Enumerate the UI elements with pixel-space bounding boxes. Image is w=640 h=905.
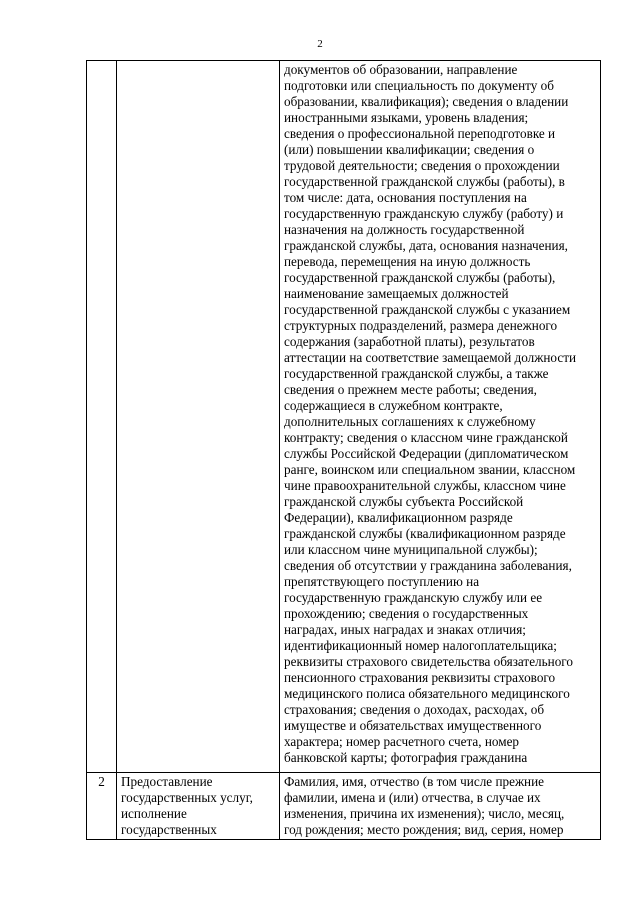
row-name-cell — [117, 773, 280, 840]
row-description-line: наименование замещаемых должностей — [284, 286, 509, 301]
row-description-line: государственную гражданскую службу или ее — [284, 590, 543, 605]
row-description-line: Фамилия, имя, отчество (в том числе прежние — [284, 774, 545, 789]
row-description-line: государственной гражданской службы, а также — [284, 366, 549, 381]
row-description-line: перевода, перемещения на иную должность — [284, 254, 531, 269]
row-description-line: прохождению; сведения о государственных — [284, 606, 529, 621]
row-description-line: службы Российской Федерации (дипломатическом — [284, 446, 569, 461]
row-description-line: аттестации на соответствие замещаемой должности — [284, 350, 577, 365]
row-description-line: реквизиты страхового свидетельства обязательного — [284, 654, 573, 669]
row-number-cell — [87, 773, 117, 840]
row-description-line: подготовки или специальность по документу об — [284, 78, 554, 93]
row-number-cell — [87, 61, 117, 773]
row-description-line: страхования; сведения о доходах, расходах, об — [284, 702, 545, 717]
row-name-line: государственных — [121, 822, 217, 837]
row-description-line: год рождения; место рождения; вид, серия, номер — [284, 822, 564, 837]
row-description-line: иностранными языками, уровень владения; — [284, 110, 529, 125]
row-description-line: документов об образовании, направление — [284, 62, 518, 77]
table-row — [87, 773, 601, 840]
row-description-line: гражданской службы (квалификационном разряде — [284, 526, 566, 541]
table-row — [87, 61, 601, 773]
row-description-line: том числе: дата, основания поступления на — [284, 190, 527, 205]
row-description-line: трудовой деятельности; сведения о прохождении — [284, 158, 560, 173]
row-description-line: наградах, иных наградах и знаках отличия; — [284, 622, 526, 637]
row-description-line: государственной гражданской службы (работы), в — [284, 174, 565, 189]
row-description-line: пенсионного страхования реквизиты страхового — [284, 670, 556, 685]
row-description-line: банковской карты; фотография гражданина — [284, 750, 528, 765]
row-description-line: гражданской службы субъекта Российской — [284, 494, 524, 509]
row-description-cell — [280, 773, 601, 840]
row-description-line: назначения на должность государственной — [284, 222, 525, 237]
row-description-line: структурных подразделений, размера денежного — [284, 318, 558, 333]
row-name-line: исполнение — [121, 806, 187, 821]
row-description-line: (или) повышении квалификации; сведения о — [284, 142, 535, 157]
row-description-line: содержащиеся в служебном контракте, — [284, 398, 503, 413]
row-description-line: идентификационный номер налогоплательщика; — [284, 638, 557, 653]
row-description-line: гражданской службы, дата, основания назначения, — [284, 238, 568, 253]
row-description-line: имуществе и обязательствах имущественного — [284, 718, 542, 733]
page-number: 2 — [317, 38, 323, 50]
row-description-line: препятствующего поступлению на — [284, 574, 480, 589]
row-description-line: дополнительных соглашениях к служебному — [284, 414, 536, 429]
row-description-line: ранге, воинском или специальном звании, классном — [284, 462, 576, 477]
row-name-line: государственных услуг, — [121, 790, 253, 805]
row-description-line: образовании, квалификация); сведения о владении — [284, 94, 569, 109]
row-description-line: чине правоохранительной службы, классном чине — [284, 478, 566, 493]
row-description-line: сведения об отсутствии у гражданина заболевания, — [284, 558, 572, 573]
row-description-line: характера; номер расчетного счета, номер — [284, 734, 520, 749]
row-description-line: или классном чине муниципальной службы); — [284, 542, 538, 557]
row-description-line: Федерации), квалификационном разряде — [284, 510, 513, 525]
row-name-cell — [117, 61, 280, 773]
row-description-line: сведения о профессиональной переподготовке и — [284, 126, 556, 141]
row-description-line: контракту; сведения о классном чине гражданской — [284, 430, 568, 445]
row-description-line: государственной гражданской службы с указанием — [284, 302, 571, 317]
row-description-line: медицинского полиса обязательного медицинского — [284, 686, 570, 701]
document-table — [86, 60, 601, 840]
row-description-line: государственную гражданскую службу (работу) и — [284, 206, 564, 221]
row-description-line: изменения, причина их изменения); число, месяц, — [284, 806, 565, 821]
row-number: 2 — [98, 774, 105, 789]
row-name-line: Предоставление — [121, 774, 213, 789]
row-description-line: сведения о прежнем месте работы; сведения, — [284, 382, 537, 397]
row-description-cell — [280, 61, 601, 773]
row-description-line: фамилии, имена и (или) отчества, в случае их — [284, 790, 541, 805]
row-description-line: государственной гражданской службы (работы), — [284, 270, 556, 285]
row-description-line: содержания (заработной платы), результатов — [284, 334, 535, 349]
